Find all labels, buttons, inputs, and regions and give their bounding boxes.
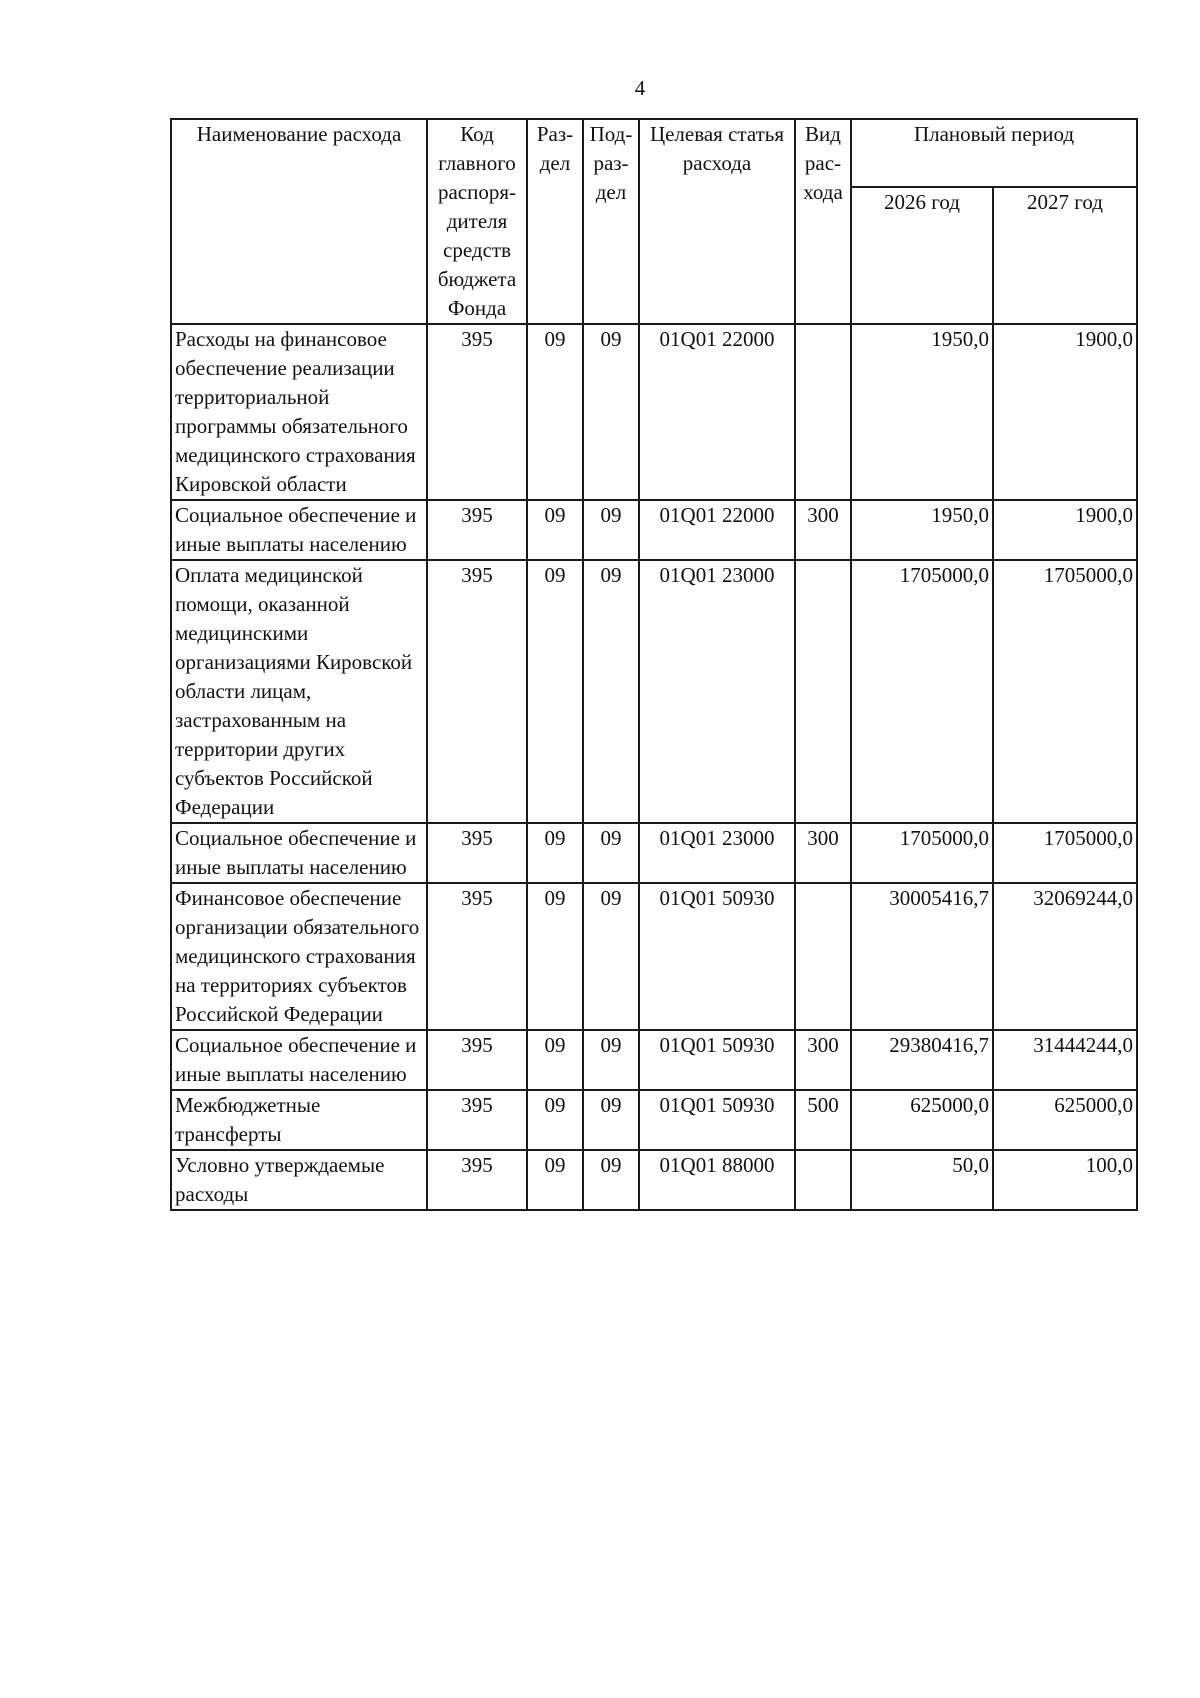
cell-amount-2027: 625000,0: [993, 1090, 1137, 1150]
header-year-2027: 2027 год: [993, 187, 1137, 324]
table-row: [171, 823, 1137, 883]
header-row: [171, 119, 1137, 187]
cell-subsection: 09: [583, 1150, 639, 1210]
cell-subsection: 09: [583, 500, 639, 560]
cell-target-article: 01Q01 22000: [639, 500, 795, 560]
cell-amount-2027: 1705000,0: [993, 560, 1137, 823]
cell-ministry-code: 395: [427, 1030, 527, 1090]
cell-expense-type: 300: [795, 823, 851, 883]
cell-subsection: 09: [583, 883, 639, 1030]
table-row: [171, 883, 1137, 1030]
cell-section: 09: [527, 500, 583, 560]
cell-expense-type: [795, 883, 851, 1030]
cell-expense-type: [795, 560, 851, 823]
cell-expense-type: 500: [795, 1090, 851, 1150]
cell-expense-type: [795, 324, 851, 500]
cell-section: 09: [527, 1030, 583, 1090]
cell-name: Расходы на финансовое обеспечение реализации территориальной программы обязательного медицинского страхования Кировской области: [171, 324, 427, 500]
cell-amount-2026: 625000,0: [851, 1090, 993, 1150]
header-expense-type: Вид рас-хода: [795, 119, 851, 324]
cell-name: Социальное обеспечение и иные выплаты населению: [171, 500, 427, 560]
cell-amount-2027: 31444244,0: [993, 1030, 1137, 1090]
cell-amount-2027: 1900,0: [993, 500, 1137, 560]
cell-name: Условно утверждаемые расходы: [171, 1150, 427, 1210]
cell-subsection: 09: [583, 1030, 639, 1090]
cell-target-article: 01Q01 50930: [639, 1030, 795, 1090]
cell-name: Социальное обеспечение и иные выплаты населению: [171, 823, 427, 883]
cell-target-article: 01Q01 23000: [639, 823, 795, 883]
table-row: [171, 1030, 1137, 1090]
cell-amount-2026: 50,0: [851, 1150, 993, 1210]
cell-amount-2026: 1950,0: [851, 324, 993, 500]
cell-ministry-code: 395: [427, 1150, 527, 1210]
cell-name: Социальное обеспечение и иные выплаты населению: [171, 1030, 427, 1090]
table-header: [171, 119, 1137, 324]
budget-table: [170, 118, 1138, 1211]
table-row: [171, 324, 1137, 500]
cell-name: Межбюджетные трансферты: [171, 1090, 427, 1150]
table-row: [171, 560, 1137, 823]
cell-expense-type: 300: [795, 1030, 851, 1090]
cell-subsection: 09: [583, 324, 639, 500]
cell-subsection: 09: [583, 560, 639, 823]
cell-ministry-code: 395: [427, 324, 527, 500]
cell-amount-2027: 32069244,0: [993, 883, 1137, 1030]
cell-name: Финансовое обеспечение организации обязательного медицинского страхования на территориях субъектов Российской Федерации: [171, 883, 427, 1030]
cell-ministry-code: 395: [427, 560, 527, 823]
cell-ministry-code: 395: [427, 1090, 527, 1150]
cell-amount-2027: 1900,0: [993, 324, 1137, 500]
header-section: Раз-дел: [527, 119, 583, 324]
cell-section: 09: [527, 324, 583, 500]
cell-amount-2027: 100,0: [993, 1150, 1137, 1210]
cell-section: 09: [527, 1090, 583, 1150]
cell-amount-2026: 1705000,0: [851, 560, 993, 823]
cell-ministry-code: 395: [427, 500, 527, 560]
cell-amount-2026: 29380416,7: [851, 1030, 993, 1090]
cell-amount-2026: 1950,0: [851, 500, 993, 560]
cell-target-article: 01Q01 23000: [639, 560, 795, 823]
cell-subsection: 09: [583, 823, 639, 883]
header-name: Наименование расхода: [171, 119, 427, 324]
cell-expense-type: [795, 1150, 851, 1210]
cell-target-article: 01Q01 50930: [639, 883, 795, 1030]
cell-section: 09: [527, 560, 583, 823]
header-ministry-code: Код главного распоря-дителя средств бюджета Фонда: [427, 119, 527, 324]
cell-subsection: 09: [583, 1090, 639, 1150]
table-row: [171, 1090, 1137, 1150]
cell-ministry-code: 395: [427, 883, 527, 1030]
cell-expense-type: 300: [795, 500, 851, 560]
header-subsection: Под-раз-дел: [583, 119, 639, 324]
cell-amount-2027: 1705000,0: [993, 823, 1137, 883]
cell-section: 09: [527, 823, 583, 883]
header-target-article: Целевая статья расхода: [639, 119, 795, 324]
page-number: 4: [634, 76, 646, 100]
cell-target-article: 01Q01 88000: [639, 1150, 795, 1210]
cell-name: Оплата медицинской помощи, оказанной медицинскими организациями Кировской области лицам, застрахованным на территории других субъектов Российской Федерации: [171, 560, 427, 823]
cell-amount-2026: 30005416,7: [851, 883, 993, 1030]
cell-ministry-code: 395: [427, 823, 527, 883]
cell-target-article: 01Q01 50930: [639, 1090, 795, 1150]
header-planned-period: Плановый период: [851, 119, 1137, 187]
header-year-2026: 2026 год: [851, 187, 993, 324]
table-body: [171, 324, 1137, 1210]
cell-section: 09: [527, 1150, 583, 1210]
table-row: [171, 1150, 1137, 1210]
table-row: [171, 500, 1137, 560]
cell-amount-2026: 1705000,0: [851, 823, 993, 883]
cell-target-article: 01Q01 22000: [639, 324, 795, 500]
cell-section: 09: [527, 883, 583, 1030]
